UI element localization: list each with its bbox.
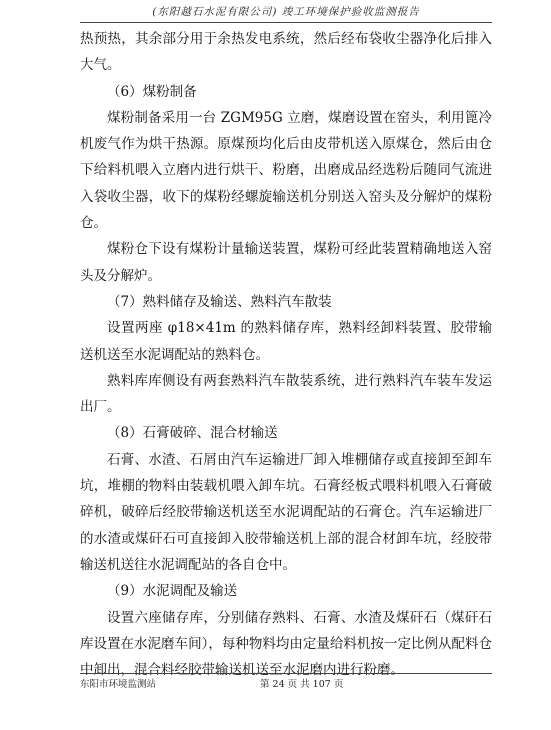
paragraph-exhaust: 热预热，其余部分用于余热发电系统，然后经布袋收尘器净化后排入大气。	[80, 31, 492, 74]
section-heading-coal-preparation: （6）煤粉制备	[107, 83, 197, 100]
paragraph-clinker-silos: 设置两座 φ18×41m 的熟料储存库，熟料经卸料装置、胶带输送机送至水泥调配站的熟料仓。	[80, 320, 492, 363]
section-heading-gypsum-crushing: （8）石膏破碎、混合材输送	[107, 425, 278, 442]
page-header: (东阳越石水泥有限公司) 竣工环境保护验收监测报告	[152, 6, 420, 18]
paragraph-clinker-bulk-loading: 熟料库库侧设有两套熟料汽车散装系统，进行熟料汽车装车发运出厂。	[80, 372, 492, 416]
footer-divider	[80, 673, 492, 674]
footer-page-number: 第 24 页 共 107 页	[260, 679, 344, 690]
paragraph-gypsum-crushing: 石膏、水渣、石屑由汽车运输进厂卸入堆棚储存或直接卸至卸车坑，堆棚的物料由装载机喂入卸车坑。石膏经板式喂料机喂入石膏破碎机，破碎后经胶带输送机送至水泥调配站的石膏仓。汽车运输进厂的水渣或煤矸石可直接卸入胶带输送机上部的混合材卸车坑，经胶带输送机送往水泥调配站的各自仓中。	[80, 451, 492, 573]
paragraph-cement-blending: 设置六座储存库，分别储存熟料、石膏、水渣及煤矸石（煤矸石库设置在水泥磨车间），每种物料均由定量给料机按一定比例从配料仓中卸出，混合料经胶带输送机送至水泥磨内进行粉磨。	[80, 609, 492, 679]
paragraph-coal-bin: 煤粉仓下设有煤粉计量输送装置，煤粉可经此装置精确地送入窑头及分解炉。	[80, 241, 492, 284]
footer-organization: 东阳市环境监测站	[80, 679, 157, 690]
section-heading-cement-blending: （9）水泥调配及输送	[107, 583, 238, 600]
section-heading-clinker-storage: （7）熟料储存及输送、熟料汽车散装	[107, 293, 332, 310]
document-body	[80, 26, 492, 683]
paragraph-coal-mill: 煤粉制备采用一台 ZGM95G 立磨，煤磨设置在窑头，利用篦冷机废气作为烘干热源。原煤预均化后由皮带机送入原煤仓，然后由仓下给料机喂入立磨内进行烘干、粉磨，出磨成品经选粉后随同气流进入袋收尘器，收下的煤粉经螺旋输送机分别送入窑头及分解炉的煤粉仓。	[80, 109, 492, 232]
header-divider	[80, 22, 492, 23]
page-footer	[80, 676, 492, 692]
